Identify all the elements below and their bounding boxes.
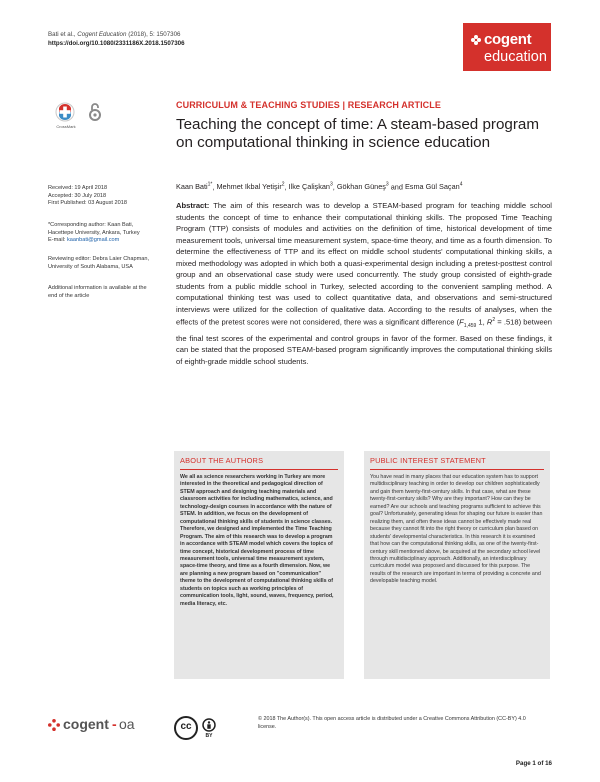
article-title: Teaching the concept of time: A steam-based program on computational thinking in science education <box>176 116 540 152</box>
author-1[interactable]: Kaan Bati$^{1*}$ <box>176 182 213 192</box>
abstract-text-part2: between the final test scores of the experimental and control groups in favor of the former. Based on these findings, it can be stated that the proposed STEAM-based program significantly improves the computational thinking skills of eighth-grade middle school students. <box>176 317 552 366</box>
public-interest-box <box>364 451 550 679</box>
footer-logo-suffix: oa <box>119 716 135 732</box>
accepted-date: Accepted: 30 July 2018 <box>48 192 107 199</box>
author-4[interactable]: Gökhan Güneş$^3$ <box>336 182 389 192</box>
corresponding-author <box>48 222 156 245</box>
page-number: Page 1 of 16 <box>515 760 552 767</box>
open-access-icon <box>88 102 102 122</box>
footer-logo-word: cogent <box>63 716 109 732</box>
abstract-label: Abstract: <box>176 201 210 210</box>
citation-journal: Cogent Education <box>77 31 127 38</box>
article-dates <box>48 185 156 208</box>
reviewing-editor: Reviewing editor: Debra Laier Chapman, University of South Alabama, USA <box>48 256 150 270</box>
author-2[interactable]: Mehmet Ikbal Yetişir$^2$ <box>216 182 285 192</box>
citation-volume: (2018), 5: 1507306 <box>128 31 181 38</box>
cc-by-license-badge[interactable] <box>174 716 222 744</box>
article-category: CURRICULUM & TEACHING STUDIES | RESEARCH ARTICLE <box>176 100 441 110</box>
author-3[interactable]: Ilke Çalişkan$^3$ <box>288 182 333 192</box>
footer-logo-dash: - <box>112 716 117 732</box>
corresponding-author-text: *Corresponding author: Kaan Bati, Hacettepe University, Ankara, Turkey <box>48 222 140 236</box>
cogent-oa-dots-icon <box>48 719 60 731</box>
public-interest-heading: PUBLIC INTEREST STATEMENT <box>370 456 486 465</box>
cc-icon: cc <box>180 721 192 732</box>
crossmark-label: CrossMark <box>56 124 76 129</box>
additional-information: Additional information is available at the end of the article <box>48 285 147 299</box>
author-email-link[interactable]: kaanbati@gmail.com <box>66 237 120 243</box>
citation-authors: Bati et al., <box>48 31 76 38</box>
email-line: E-mail: kaanbati@gmail.com <box>48 237 120 243</box>
about-the-authors-box <box>174 451 344 679</box>
public-interest-text: You have read in many places that our education system has to support multidisciplinary teaching in order to develop our children sophisticatedly and gain them twenty-first-century skills. In that case, what are these twenty-first-century skills? Why are they important? How can they be earned? Are our schools and teaching programs sufficient to achieve this goal? Unfortunately, generating ideas for shaping our future is easier than realizing them, and often these ideas cannot be effectively made real because they cannot fit into the right theory or curriculum plan based on students' developmental characteristics. In this research it is examined that how can the computational thinking skills, as one of the twenty-first-century skill mentioned above, be acquired at the secondary school level through multidisciplinary approach. Additionally, an interdisciplinary curriculum model was proposed and discussed for this purpose. The results of the research are important in terms of providing a concrete and developable teaching model. <box>370 474 543 585</box>
received-date: Received: 19 April 2018 <box>48 185 108 191</box>
license-statement: © 2018 The Author(s). This open access article is distributed under a Creative Commons Attribution (CC-BY) 4.0 license. <box>258 716 526 730</box>
brand-word-cogent: cogent <box>484 31 532 48</box>
header-citation <box>48 30 180 39</box>
crossmark-icon[interactable] <box>55 102 75 124</box>
cogent-education-logo <box>463 23 551 71</box>
brand-word-education: education <box>484 49 547 65</box>
header-doi[interactable]: https://doi.org/10.1080/2331186X.2018.1507306 <box>48 40 185 47</box>
about-heading: ABOUT THE AUTHORS <box>180 456 264 465</box>
abstract-text-part1: The aim of this research was to develop a STEAM-based program for teaching middle school students the concept of time to enhance their computational thinking skills. The proposed Time Teaching Program (TTP) consists of modules and activities on the definition of time, historical development of time measurement tools, universal time measurement system, space-time theory, and time as a fourth dimension. To determine the effectiveness of TTP and its effect on middle school students' computational thinking skills, a mixed methodology was adopted in which both a quasi-experimental design including a pretest-posttest control group and an observational case study were used concurrently. The study group consisted of eighth-grade students from a public middle school in Turkey, selected according to the convenient sampling method. A computational thinking test was used to collect quantitative data, and observations and semi-structured interviews were utilized for the collection of qualitative data. According to the results of analyses, when the effects of the pretest scores were not considered, there was a significant difference ( <box>176 201 552 327</box>
abstract: Abstract: The aim of this research was to develop a STEAM-based program for teaching middle school students the concept of time to enhance their computational thinking skills. The proposed Time Teaching Program (TTP) consists of modules and activities on the definition of time, historical development of time measurement tools, universal time measurement system, space-time theory, and time as a fourth dimension. To determine the effectiveness of TTP and its effect on middle school students' computational thinking skills, a mixed methodology was adopted in which both a quasi-experimental design including a pretest-posttest control group and an observational case study were used concurrently. The study group consisted of eighth-grade students from a public middle school in Turkey, selected according to the convenient sampling method. A computational thinking test was used to collect quantitative data, and observations and semi-structured interviews were utilized for the collection of qualitative data. According to the results of analyses, when the effects of the pretest scores were not considered, there was a significant difference ($F_{1,459}$ 1, $R^2 = .518$) between the final test scores of the experimental and control groups in favor of the former. Based on these findings, it can be stated that the proposed STEAM-based program significantly improves the computational thinking skills of eighth-grade middle school students. <box>176 201 552 366</box>
first-published-date: First Published: 03 August 2018 <box>48 200 127 206</box>
author-5[interactable]: Esma Gül Saçan$^4$ <box>404 182 463 192</box>
cogent-oa-logo <box>48 714 168 736</box>
cogent-dots-icon <box>471 35 481 45</box>
author-list: Kaan Bati$^{1*}$, Mehmet Ikbal Yetişir$^2$, Ilke Çalişkan$^3$, Gökhan Güneş$^3$ and Esma Gül Saçan$^4$ <box>176 182 463 192</box>
about-text: We all as science researchers working in Turkey are more interested in the theoretical and pedagogical direction of STEM approach and designing teaching materials and classroom activities for including mathematics, science, and technology-design courses in accordance with the nature of STEM. In addition, we focus on the development of computational thinking skills of students in science classes. Therefore, we designed and implemented the Time Teaching Program. The aim of this research was to develop a program in accordance with STEAM model which covers the topics of time concept, historical development process of time measurement tools, universal time measurement system, space-time theory, and time as a fourth dimension. Now, we are planning a new program based on "communication" theme to the development of computational thinking skills of students on topics such as working principles of communication tools, light, sound, waves, frequency, period, media literacy, etc. <box>180 474 334 607</box>
by-icon: BY <box>205 733 213 739</box>
